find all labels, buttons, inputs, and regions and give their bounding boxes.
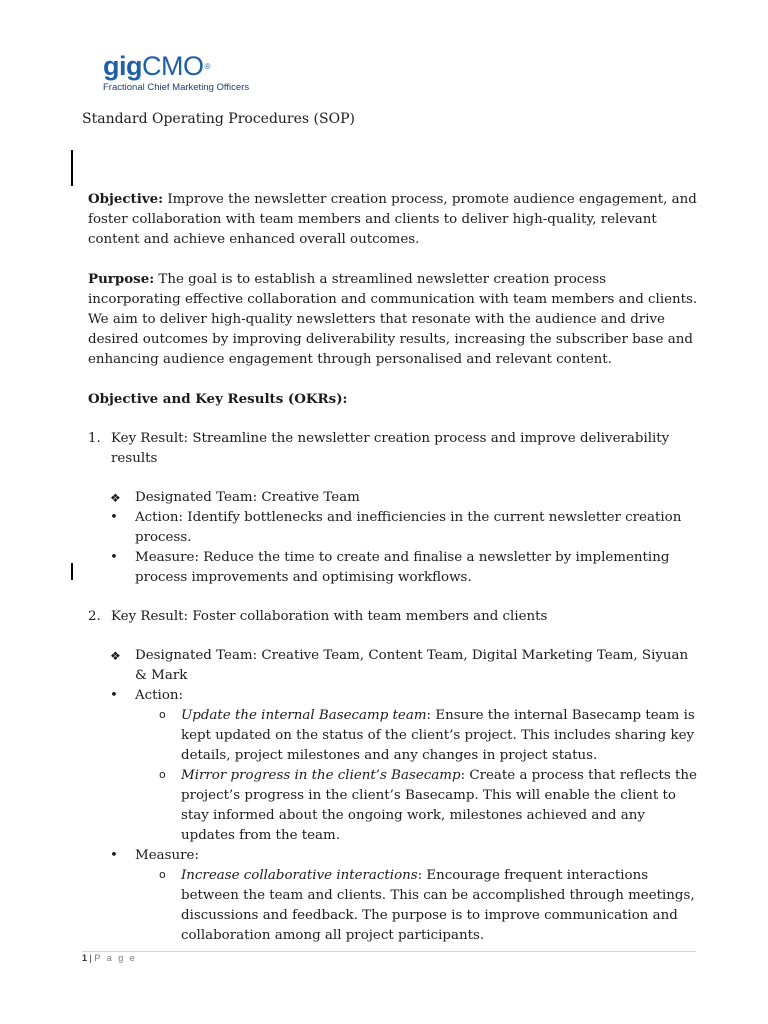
action-sublist — [135, 706, 700, 846]
okr-heading: Objective and Key Results (OKRs): — [88, 391, 348, 407]
list-item: • Action: o Update the internal Basecamp team: Ensure the internal Basecamp team is kept updated on the status of the client’s project. This includes sharing key details, project milestones and any changes in project status. o Mirror progress in the client’s Basecamp: Create a process that reflects the project’s progress in the client’s Basecamp. This will enable the client to stay informed about the ongoing work, milestones achieved and any updates from the team. — [88, 686, 700, 846]
footer-divider — [82, 951, 696, 952]
sublist-item: o Mirror progress in the client’s Basecamp: Create a process that reflects the project’s progress in the client’s Basecamp. This will enable the client to stay informed about the ongoing work, milestones achieved and any updates from the team. — [135, 766, 700, 846]
text-cursor-marker — [71, 563, 73, 580]
circle-bullet-icon: o — [159, 708, 166, 721]
key-result-2-list — [88, 646, 700, 946]
bullet-icon: • — [110, 550, 118, 565]
sublist-item: o Update the internal Basecamp team: Ensure the internal Basecamp team is kept updated on the status of the client’s project. This includes sharing key details, project milestones and any changes in project status. — [135, 706, 700, 766]
document-body — [88, 189, 700, 946]
sublist-item: o Increase collaborative interactions: Encourage frequent interactions between the team and clients. This can be accomplished through meetings, discussions and feedback. The purpose is to improve communication and collaboration among all project participants. — [135, 866, 700, 946]
measure-sublist — [135, 866, 700, 946]
key-result-1: 1. Key Result: Streamline the newsletter creation process and improve deliverability results — [88, 431, 670, 466]
circle-bullet-icon: o — [159, 768, 166, 781]
list-item: ❖ Designated Team: Creative Team, Content Team, Digital Marketing Team, Siyuan & Mark — [110, 648, 689, 683]
list-item: ❖ Designated Team: Creative Team — [88, 488, 700, 508]
key-result-1-list — [88, 488, 700, 588]
list-item: • Action: Identify bottlenecks and inefficiencies in the current newsletter creation process. — [110, 510, 682, 545]
key-result-2: 2. Key Result: Foster collaboration with team members and clients — [88, 609, 548, 624]
purpose-paragraph: Purpose: The goal is to establish a streamlined newsletter creation process incorporating effective collaboration and communication with team members and clients. We aim to deliver high-quality newsletters that resonate with the audience and drive desired outcomes by improving deliverability results, increasing the subscriber base and enhancing audience engagement through personalised and relevant content. — [88, 271, 698, 367]
objective-paragraph: Objective: Improve the newsletter creation process, promote audience engagement, and foster collaboration with team members and clients to deliver high-quality, relevant content and achieve enhanced overall outcomes. — [88, 191, 697, 247]
diamond-bullet-icon: ❖ — [110, 491, 121, 505]
diamond-bullet-icon: ❖ — [110, 649, 121, 663]
logo-tagline: Fractional Chief Marketing Officers — [103, 82, 250, 93]
page-footer: 1 | P a g e — [82, 953, 137, 963]
list-item: • Measure: o Increase collaborative interactions: Encourage frequent interactions between the team and clients. This can be accomplished through meetings, discussions and feedback. The purpose is to improve communication and collaboration among all project participants. — [88, 846, 700, 946]
logo-wordmark: gigCMO® — [103, 51, 210, 81]
list-item: • Measure: Reduce the time to create and finalise a newsletter by implementing process improvements and optimising workflows. — [110, 550, 670, 585]
document-title: Standard Operating Procedures (SOP) — [82, 111, 355, 127]
bullet-icon: • — [110, 510, 118, 525]
bullet-icon: • — [110, 688, 118, 703]
company-logo — [103, 53, 253, 93]
circle-bullet-icon: o — [159, 868, 166, 881]
bullet-icon: • — [110, 848, 118, 863]
text-cursor — [71, 150, 73, 186]
